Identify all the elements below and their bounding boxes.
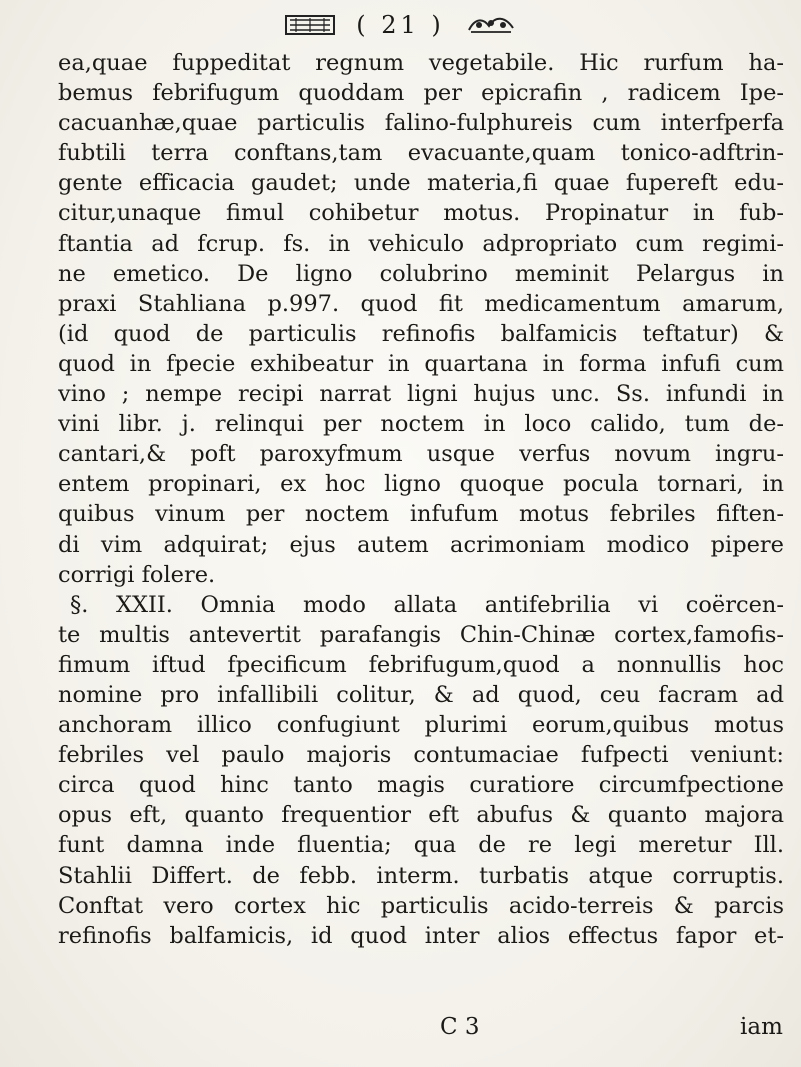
page-header: [0, 8, 801, 42]
text-line: quod in fpecie exhibeatur in quartana in forma infufi cum: [58, 350, 784, 377]
text-line: quibus vinum per noctem infufum motus febriles fiften-: [58, 501, 784, 528]
text-line: circa quod hinc tanto magis curatiore circumfpectione: [58, 772, 784, 799]
text-line: (id quod de particulis refinofis balfamicis teftatur) &: [58, 320, 784, 347]
text-line: ftantia ad fcrup. fs. in vehiculo adpropriato cum regimi-: [58, 230, 784, 257]
text-line: refinofis balfamicis, id quod inter alios effectus fapor et-: [58, 922, 784, 949]
text-line: citur,unaque fimul cohibetur motus. Propinatur in fub-: [58, 200, 784, 227]
text-line: gente efficacia gaudet; unde materia,fi quae fupereft edu-: [58, 170, 784, 197]
text-line: ea,quae fuppeditat regnum vegetabile. Hic rurfum ha-: [58, 50, 784, 76]
text-line: febriles vel paulo majoris contumaciae fufpecti veniunt:: [58, 742, 784, 769]
text-line: funt damna inde fluentia; qua de re legi meretur Ill.: [58, 832, 784, 859]
text-line: praxi Stahliana p.997. quod fit medicamentum amarum,: [58, 290, 784, 317]
page-number: ( 21 ): [356, 11, 445, 39]
text-line: opus eft, quanto frequentior eft abufus & quanto majora: [58, 802, 784, 829]
right-ornament-icon: [463, 12, 519, 38]
text-line: cacuanhæ,quae particulis falino-fulphureis cum interfperfa: [58, 110, 784, 137]
signature-mark: C 3: [440, 1014, 480, 1040]
text-line: entem propinari, ex hoc ligno quoque pocula tornari, in: [58, 471, 784, 498]
left-ornament-icon: [282, 12, 338, 38]
text-line: fimum iftud fpecificum febrifugum,quod a nonnullis hoc: [58, 651, 784, 678]
text-line: ne emetico. De ligno colubrino meminit Pelargus in: [58, 260, 784, 287]
section-heading-line: §. XXII. Omnia modo allata antifebrilia vi coërcen-: [70, 591, 784, 618]
text-line: cantari,& poft paroxyfmum usque verfus novum ingru-: [58, 441, 784, 468]
text-line: Conftat vero cortex hic particulis acido-terreis & parcis: [58, 892, 784, 919]
text-line: te multis antevertit parafangis Chin-Chinæ cortex,famofis-: [58, 621, 784, 648]
text-line: anchoram illico confugiunt plurimi eorum,quibus motus: [58, 712, 784, 739]
paragraph-end-line: corrigi folere.: [58, 561, 216, 588]
text-line: di vim adquirat; ejus autem acrimoniam modico pipere: [58, 531, 784, 558]
text-line: vini libr. j. relinqui per noctem in loco calido, tum de-: [58, 411, 784, 438]
body-text: [58, 48, 784, 951]
page-footer: [0, 1012, 801, 1046]
text-line: nomine pro infallibili colitur, & ad quod, ceu facram ad: [58, 681, 784, 708]
text-line: bemus febrifugum quoddam per epicrafin , radicem Ipe-: [58, 80, 784, 107]
text-line: Stahlii Differt. de febb. interm. turbatis atque corruptis.: [58, 862, 784, 889]
text-line: vino ; nempe recipi narrat ligni hujus unc. Ss. infundi in: [58, 381, 784, 408]
text-line: fubtili terra conftans,tam evacuante,quam tonico-adftrin-: [58, 140, 784, 167]
catchword: iam: [740, 1014, 783, 1040]
